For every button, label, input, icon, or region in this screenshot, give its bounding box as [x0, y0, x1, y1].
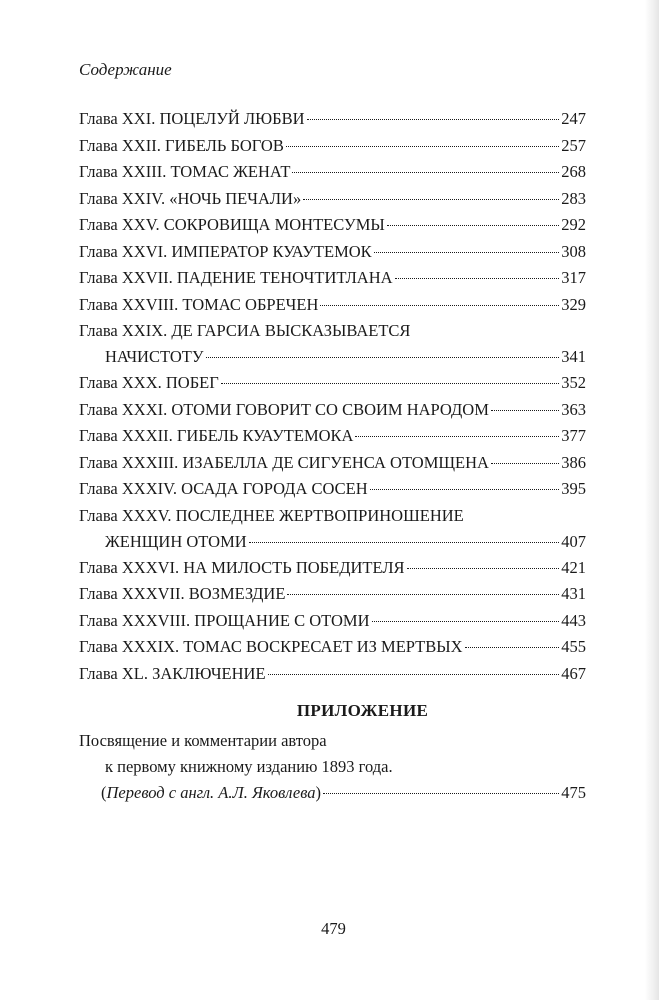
- page-number: 443: [561, 610, 586, 630]
- dot-leader: [491, 463, 559, 464]
- toc-entry-line: [79, 634, 586, 661]
- toc-entry-appendix[interactable]: [79, 728, 586, 806]
- toc-entry[interactable]: [79, 661, 586, 688]
- toc-entry[interactable]: [79, 423, 586, 450]
- chapter-title: Глава XXXII. ГИБЕЛЬ КУАУТЕМОКА: [79, 426, 354, 445]
- toc-entry[interactable]: [79, 292, 586, 319]
- page-number: 455: [561, 637, 586, 656]
- page-number: 386: [561, 452, 586, 472]
- chapter-title: Глава XXIII. ТОМАС ЖЕНАТ: [79, 162, 291, 181]
- appendix-line-2: [79, 754, 586, 780]
- toc-entry[interactable]: [79, 634, 586, 661]
- table-of-contents: [79, 106, 586, 806]
- toc-entry-line: [79, 106, 586, 133]
- chapter-title: Глава XXVII. ПАДЕНИЕ ТЕНОЧТИТЛАНА: [79, 268, 393, 287]
- page-number: 292: [561, 215, 586, 234]
- chapter-title: Глава XXXI. ОТОМИ ГОВОРИТ СО СВОИМ НАРОДОМ: [79, 399, 489, 419]
- toc-entry[interactable]: [79, 186, 586, 213]
- chapter-title: Глава XXII. ГИБЕЛЬ БОГОВ: [79, 135, 284, 155]
- toc-entry-line: [79, 423, 586, 450]
- dot-leader: [395, 278, 560, 279]
- dot-leader: [303, 199, 559, 200]
- dot-leader: [407, 568, 560, 569]
- page-number: 283: [561, 188, 586, 208]
- dot-leader: [249, 542, 560, 543]
- dot-leader: [206, 357, 560, 358]
- chapter-title: Глава XXXV. ПОСЛЕДНЕЕ ЖЕРТВОПРИНОШЕНИЕ: [79, 505, 464, 525]
- dot-leader: [292, 172, 559, 173]
- toc-entry[interactable]: [79, 133, 586, 160]
- toc-entry[interactable]: [79, 397, 586, 424]
- toc-entry-line: [79, 344, 586, 370]
- page-number: 363: [561, 399, 586, 419]
- appendix-line-1: [79, 728, 586, 754]
- page-edge-shadow: [645, 0, 659, 1000]
- toc-entry[interactable]: [79, 476, 586, 503]
- toc-entry[interactable]: [79, 555, 586, 582]
- toc-entry-line: [79, 608, 586, 635]
- page-number: 352: [561, 373, 586, 392]
- page-number: 317: [561, 268, 586, 287]
- dot-leader: [372, 621, 560, 622]
- chapter-title: Глава XXXIX. ТОМАС ВОСКРЕСАЕТ ИЗ МЕРТВЫХ: [79, 637, 463, 656]
- toc-entry[interactable]: [79, 159, 586, 186]
- page-number: 377: [561, 426, 586, 445]
- chapter-title: Глава XXXVI. НА МИЛОСТЬ ПОБЕДИТЕЛЯ: [79, 557, 405, 577]
- toc-entry-line: [79, 318, 586, 344]
- toc-entry-line: [79, 397, 586, 424]
- dot-leader: [491, 410, 559, 411]
- appendix-title: ПРИЛОЖЕНИЕ: [296, 701, 429, 720]
- page-number: 421: [561, 557, 586, 577]
- toc-entry[interactable]: [79, 239, 586, 266]
- page-number: 407: [561, 531, 586, 551]
- dot-leader: [374, 252, 560, 253]
- chapter-title-continued: НАЧИСТОТУ: [105, 347, 204, 366]
- toc-entry-line: [79, 450, 586, 477]
- chapter-title: Глава XXXIV. ОСАДА ГОРОДА СОСЕН: [79, 479, 368, 498]
- translator-credit: Перевод с англ. А.Л. Яковлева: [106, 783, 316, 802]
- toc-entry[interactable]: [79, 581, 586, 608]
- page-number: 329: [561, 294, 586, 314]
- toc-entry-line: [79, 661, 586, 688]
- toc-entry-line: [79, 265, 586, 292]
- page-number: 395: [561, 479, 586, 498]
- chapter-title: Глава XXIX. ДЕ ГАРСИА ВЫСКАЗЫВАЕТСЯ: [79, 321, 411, 340]
- page-number: 341: [561, 347, 586, 366]
- toc-entry-line: [79, 212, 586, 239]
- dot-leader: [320, 305, 559, 306]
- toc-entry-line: [79, 186, 586, 213]
- dot-leader: [355, 436, 559, 437]
- toc-entry-line: [79, 476, 586, 503]
- toc-entry-line: [79, 292, 586, 319]
- page-number: 257: [561, 135, 586, 155]
- dot-leader: [465, 647, 560, 648]
- toc-entry[interactable]: [79, 450, 586, 477]
- page-number: 475: [561, 783, 586, 802]
- chapter-title: Глава XXIV. «НОЧЬ ПЕЧАЛИ»: [79, 188, 302, 208]
- chapter-title: Глава XXXVII. ВОЗМЕЗДИЕ: [79, 584, 286, 603]
- dot-leader: [286, 146, 559, 147]
- running-head: Содержание: [79, 60, 172, 79]
- toc-entry-line: [79, 555, 586, 582]
- toc-entries: [79, 106, 586, 687]
- dot-leader: [221, 383, 559, 384]
- toc-entry[interactable]: [79, 503, 586, 555]
- appendix-line-3: [79, 780, 586, 806]
- toc-entry[interactable]: [79, 370, 586, 397]
- page-number: 308: [561, 241, 586, 261]
- dot-leader: [323, 793, 559, 794]
- dot-leader: [370, 489, 560, 490]
- dot-leader: [387, 225, 559, 226]
- toc-entry[interactable]: [79, 608, 586, 635]
- toc-entry-line: [79, 239, 586, 266]
- toc-entry[interactable]: [79, 212, 586, 239]
- page-number: 467: [561, 663, 586, 683]
- chapter-title: Глава XXI. ПОЦЕЛУЙ ЛЮБВИ: [79, 109, 305, 128]
- chapter-title: Глава XXVI. ИМПЕРАТОР КУАУТЕМОК: [79, 241, 372, 261]
- chapter-title: Глава XXV. СОКРОВИЩА МОНТЕСУМЫ: [79, 215, 385, 234]
- page-number: 247: [561, 109, 586, 128]
- appendix-text-1: Посвящение и комментарии автора: [79, 731, 327, 750]
- toc-entry[interactable]: [79, 265, 586, 292]
- chapter-title: Глава XXXIII. ИЗАБЕЛЛА ДЕ СИГУЕНСА ОТОМЩЕНА: [79, 452, 489, 472]
- chapter-title: Глава XXXVIII. ПРОЩАНИЕ С ОТОМИ: [79, 610, 370, 630]
- toc-entry-line: [79, 370, 586, 397]
- toc-entry-line: [79, 133, 586, 160]
- chapter-title: Глава XXX. ПОБЕГ: [79, 373, 219, 392]
- dot-leader: [287, 594, 559, 595]
- toc-entry-line: [79, 581, 586, 608]
- toc-entry[interactable]: [79, 106, 586, 133]
- folio-page-number: 479: [321, 919, 346, 938]
- dot-leader: [268, 674, 560, 675]
- chapter-title: Глава XXVIII. ТОМАС ОБРЕЧЕН: [79, 294, 319, 314]
- toc-entry-line: [79, 529, 586, 555]
- page-number: 431: [561, 584, 586, 603]
- dot-leader: [307, 119, 560, 120]
- appendix-text-2: к первому книжному изданию 1893 года.: [105, 757, 393, 776]
- toc-entry-line: [79, 159, 586, 186]
- chapter-title: Глава XL. ЗАКЛЮЧЕНИЕ: [79, 663, 266, 683]
- page-number: 268: [561, 162, 586, 181]
- toc-entry[interactable]: [79, 318, 586, 370]
- chapter-title-continued: ЖЕНЩИН ОТОМИ: [105, 531, 247, 551]
- toc-entry-line: [79, 503, 586, 529]
- appendix-text-3: (Перевод с англ. А.Л. Яковлева): [101, 783, 322, 802]
